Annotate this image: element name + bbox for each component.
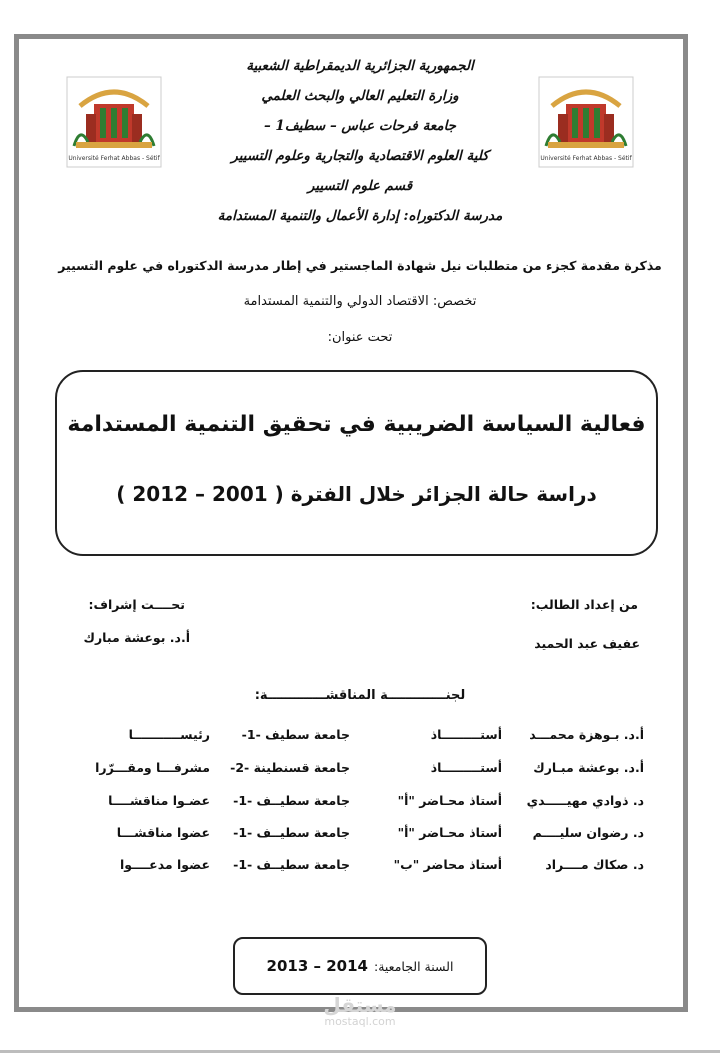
jury-role: مشرفـــا ومقـــرّرا (95, 760, 210, 775)
jury-role: عضوا مناقشـــا (116, 825, 210, 840)
logo-caption: Université Ferhat Abbas - Sétif (68, 155, 160, 162)
supervisor-name: أ.د. بوعشة مبارك (83, 630, 190, 645)
watermark-logo: مستقل (323, 993, 397, 1017)
table-row (0, 825, 720, 847)
thesis-title: فعالية السياسة الضريبية في تحقيق التنمية المستدامة (67, 412, 646, 437)
header-faculty: كلية العلوم الاقتصادية والتجارية وعلوم التسيير (231, 148, 489, 164)
student-name: عفيف عبد الحميد (534, 636, 640, 651)
jury-name: أ.د. بـوهزة محمـــد (529, 727, 644, 742)
supervisor-label: تحــــت إشراف: (88, 597, 185, 612)
thesis-title-box (55, 370, 658, 556)
academic-year-label: السنة الجامعية: (374, 958, 454, 974)
memo-statement: مذكرة مقدمة كجزء من متطلبات نيل شهادة الماجستير في إطار مدرسة الدكتوراه في علوم التسيير (58, 258, 662, 273)
jury-rank: أستـــــــــاذ (430, 760, 502, 775)
watermark (300, 995, 420, 1028)
header-republic: الجمهورية الجزائرية الديمقراطية الشعبية (246, 58, 474, 74)
logo-caption: Université Ferhat Abbas - Sétif (540, 155, 632, 162)
academic-year-box (233, 937, 487, 995)
header-doctoral-school: مدرسة الدكتوراه: إدارة الأعمال والتنمية المستدامة (217, 208, 503, 224)
table-row (0, 793, 720, 815)
jury-university: جامعة سطيــف -1- (233, 857, 350, 872)
jury-rank: أستـــــــــاذ (430, 727, 502, 742)
jury-university: جامعة قسنطينة -2- (230, 760, 350, 775)
specialty: تخصص: الاقتصاد الدولي والتنمية المستدامة (243, 294, 477, 309)
jury-rank: أستاذ محاضر "ب" (393, 857, 502, 872)
header-university: جامعة فرحات عباس – سطيف1 – (263, 118, 457, 134)
jury-university: جامعة سطيــف -1- (233, 825, 350, 840)
under-title-label: تحت عنوان: (327, 330, 393, 345)
academic-year-value: 2013 – 2014 (266, 957, 368, 975)
header-department: قسم علوم التسيير (307, 178, 413, 194)
jury-rank: أستاذ محـاضر "أ" (397, 793, 502, 808)
jury-name: د. صكاك مــــراد (545, 857, 644, 872)
jury-role: عضـوا مناقشــــا (108, 793, 210, 808)
thesis-subtitle: دراسة حالة الجزائر خلال الفترة ( 2001 – 2012 ) (116, 482, 597, 506)
jury-role: رئيســـــــــــا (128, 727, 210, 742)
table-row (0, 857, 720, 879)
jury-name: د. رضوان سليــــم (532, 825, 644, 840)
jury-title: لجنـــــــــــــة المناقشـــــــــــــة: (254, 688, 466, 703)
page-bottom-divider (0, 1050, 720, 1053)
jury-rank: أستاذ محـاضر "أ" (397, 825, 502, 840)
watermark-text: mostaql.com (324, 1015, 396, 1028)
jury-name: د. ذوادي مهيـــــدي (526, 793, 644, 808)
student-label: من إعداد الطالب: (530, 597, 638, 612)
jury-role: عضوا مدعــــوا (119, 857, 210, 872)
table-row (0, 727, 720, 749)
jury-name: أ.د. بوعشة مبـارك (533, 760, 644, 775)
jury-university: جامعة سطيــف -1- (233, 793, 350, 808)
header-ministry: وزارة التعليم العالي والبحث العلمي (261, 88, 459, 104)
jury-university: جامعة سطيف -1- (241, 727, 350, 742)
table-row (0, 760, 720, 782)
